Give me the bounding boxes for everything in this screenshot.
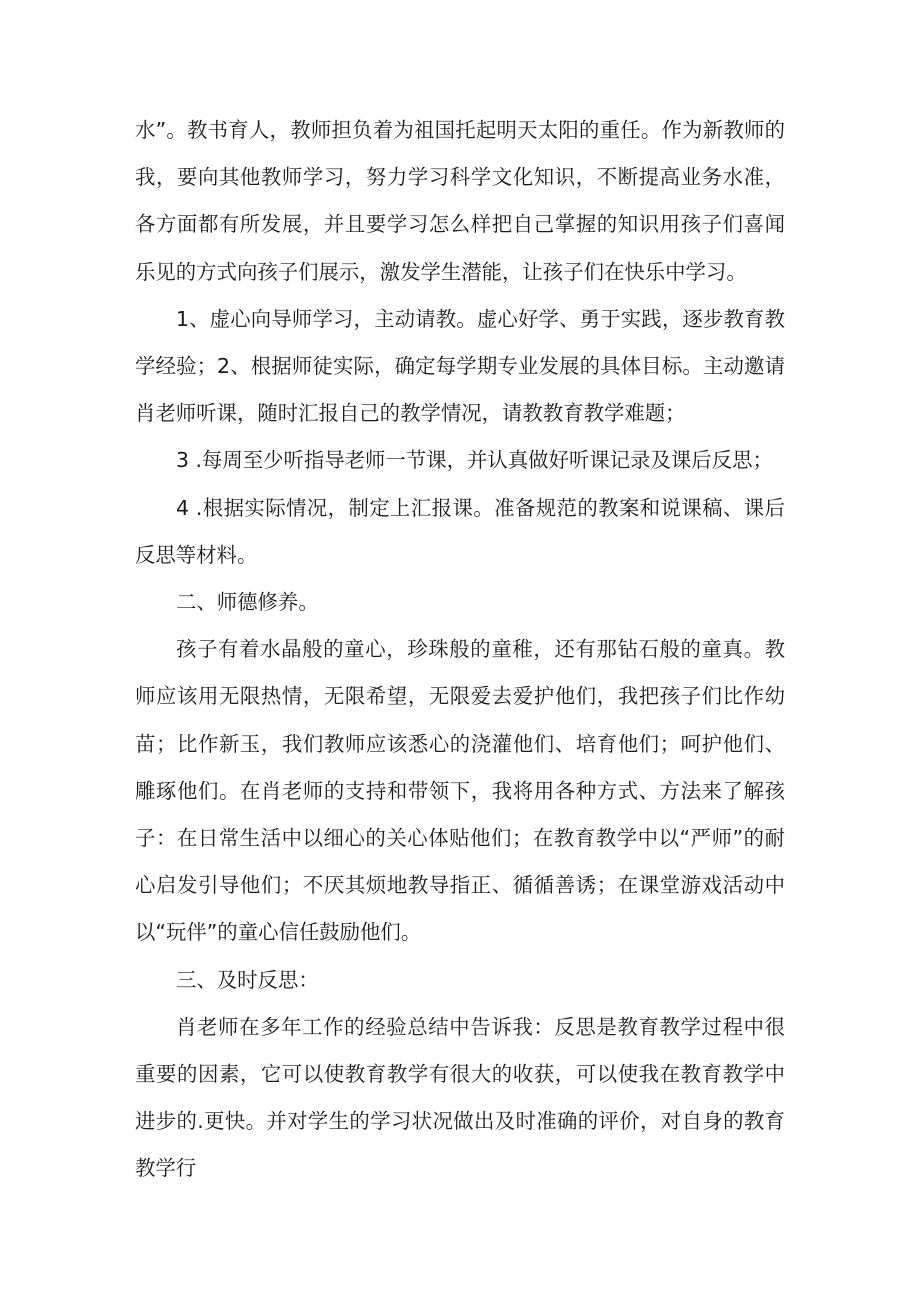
section-heading-ethics: 二、师德修养。 [176, 590, 319, 615]
paragraph-reflection-body: 肖老师在多年工作的经验总结中告诉我：反思是教育教学过程中很重要的因素，它可以使教育教学有很大的收获，可以使我在教育教学中进步的.更快。并对学生的学习状况做出及时准确的评价，对自身的教育教学行 [135, 1014, 785, 1181]
document-body [135, 107, 785, 1193]
paragraph-ethics-body: 孩子有着水晶般的童心，珍珠般的童稚，还有那钻石般的童真。教师应该用无限热情，无限希望，无限爱去爱护他们，我把孩子们比作幼苗；比作新玉，我们教师应该悉心的浇灌他们、培育他们；呵护他们、雕琢他们。在肖老师的支持和带领下，我将用各种方式、方法来了解孩子：在日常生活中以细心的关心体贴他们；在教育教学中以“严师”的耐心启发引导他们；不厌其烦地教导指正、循循善诱；在课堂游戏活动中以“玩伴”的童心信任鼓励他们。 [135, 637, 785, 945]
paragraph-item-4: 4 .根据实际情况，制定上汇报课。准备规范的教案和说课稿、课后反思等材料。 [135, 495, 785, 567]
section-heading-reflection: 三、及时反思： [176, 967, 319, 992]
paragraph-item-1-2: 1、虚心向导师学习，主动请教。虚心好学、勇于实践，逐步教育教学经验；2、根据师徒实际，确定每学期专业发展的具体目标。主动邀请肖老师听课，随时汇报自己的教学情况，请教教育教学难题； [135, 306, 785, 426]
paragraph-intro-continuation: 水”。教书育人，教师担负着为祖国托起明天太阳的重任。作为新教师的我，要向其他教师学习，努力学习科学文化知识，不断提高业务水准，各方面都有所发展，并且要学习怎么样把自己掌握的知识用孩子们喜闻乐见的方式向孩子们展示，激发学生潜能，让孩子们在快乐中学习。 [135, 118, 785, 284]
paragraph-item-3: 3 .每周至少听指导老师一节课，并认真做好听课记录及课后反思； [176, 448, 773, 473]
